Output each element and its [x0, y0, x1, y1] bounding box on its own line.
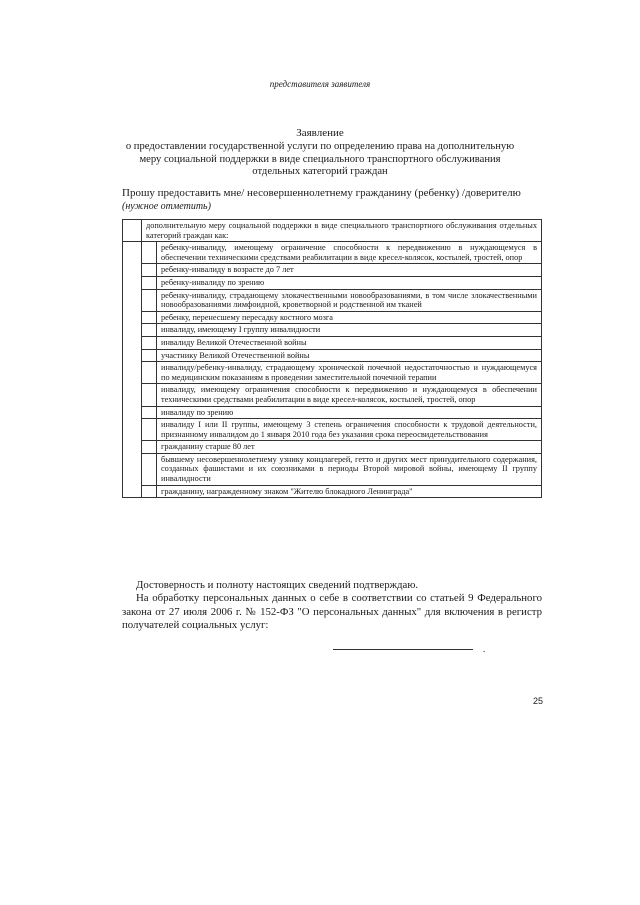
consent-text: На обработку персональных данных о себе в соответствии со статьей 9 Федерального закона от 27 июля 2006 г. № 152-ФЗ "О персональных данных" для включения в регистр получателей социальных услуг:: [122, 592, 542, 632]
option-checkbox[interactable]: [142, 441, 157, 454]
document-subtitle: о предоставлении государственной услуги по определению права на дополнительную меру социальной поддержки в виде специального транспортного обслуживания отдельных категорий граждан: [125, 141, 515, 178]
option-text: инвалиду Великой Отечественной войны: [157, 336, 542, 349]
option-text: инвалиду/ребенку-инвалиду, страдающему хронической почечной недостаточностью и нуждающемуся по медицинским показаниям в проведении заместительной почечной терапии: [157, 362, 542, 384]
option-checkbox[interactable]: [142, 264, 157, 277]
option-text: гражданину старше 80 лет: [157, 441, 542, 454]
option-checkbox[interactable]: [142, 289, 157, 311]
option-row: [123, 419, 542, 441]
option-row: [123, 384, 542, 406]
table-intro: дополнительную меру социальной поддержки в виде специального транспортного обслуживания отдельных категорий граждан как:: [142, 220, 542, 242]
footer-block: [122, 579, 542, 633]
option-checkbox[interactable]: [142, 419, 157, 441]
request-text: Прошу предоставить мне/ несовершеннолетнему гражданину (ребенку) /доверителю: [122, 187, 521, 199]
option-checkbox[interactable]: [142, 453, 157, 485]
option-checkbox[interactable]: [142, 276, 157, 289]
request-note: (нужное отметить): [122, 201, 211, 212]
option-row: [123, 406, 542, 419]
option-checkbox[interactable]: [142, 406, 157, 419]
option-text: ребенку, перенесшему пересадку костного мозга: [157, 311, 542, 324]
outer-margin-cell: [123, 242, 142, 498]
option-text: ребенку-инвалиду, имеющему ограничение способности к передвижению в нуждающемуся в обеспечении техническими средствами реабилитации в виде кресел-колясок, костылей, тростей, опор: [157, 242, 542, 264]
option-checkbox[interactable]: [142, 311, 157, 324]
option-text: участнику Великой Отечественной войны: [157, 349, 542, 362]
option-text: инвалиду I или II группы, имеющему 3 степень ограничения способности к трудовой деятельности, признанному инвалидом до 1 января 2010 года без указания срока переосвидетельствования: [157, 419, 542, 441]
option-text: ребенку-инвалиду, страдающему злокачественными новообразованиями, в том числе злокачественными новообразованиями лимфоидной, кроветворной и родственной им тканей: [157, 289, 542, 311]
intro-checkbox[interactable]: [123, 220, 142, 242]
option-checkbox[interactable]: [142, 485, 157, 498]
option-row: [123, 441, 542, 454]
request-block: [122, 187, 542, 213]
document-title: Заявление: [296, 127, 344, 139]
option-checkbox[interactable]: [142, 242, 157, 264]
option-row: [123, 264, 542, 277]
option-row: [123, 349, 542, 362]
option-text: инвалиду, имеющему I группу инвалидности: [157, 324, 542, 337]
option-checkbox[interactable]: [142, 362, 157, 384]
option-row: [123, 362, 542, 384]
option-text: гражданину, награжденному знаком "Жителю блокадного Ленинграда": [157, 485, 542, 498]
option-text: ребенку-инвалиду в возрасте до 7 лет: [157, 264, 542, 277]
option-row: [123, 453, 542, 485]
option-row: [123, 485, 542, 498]
option-row: [123, 324, 542, 337]
option-checkbox[interactable]: [142, 384, 157, 406]
option-text: бывшему несовершеннолетнему узнику концлагерей, гетто и других мест принудительного содержания, созданных фашистами и их союзниками в периоды Второй мировой войны, имеющему II группу инвалидности: [157, 453, 542, 485]
options-table: [122, 219, 542, 498]
signature-mark: .: [483, 644, 486, 654]
option-text: инвалиду, имеющему ограничения способности к передвижению и нуждающемуся в обеспечении техническими средствами реабилитации в виде кресел-колясок, костылей, тростей, опор: [157, 384, 542, 406]
option-checkbox[interactable]: [142, 336, 157, 349]
representative-caption: представителя заявителя: [269, 79, 371, 89]
option-row: [123, 289, 542, 311]
option-row: [123, 276, 542, 289]
confirmation-text: Достоверность и полноту настоящих сведений подтверждаю.: [136, 579, 419, 591]
table-intro-row: [123, 220, 542, 242]
option-text: инвалиду по зрению: [157, 406, 542, 419]
option-row: [123, 336, 542, 349]
option-row: [123, 311, 542, 324]
option-checkbox[interactable]: [142, 324, 157, 337]
option-text: ребенку-инвалиду по зрению: [157, 276, 542, 289]
page-number: 25: [533, 696, 544, 706]
option-checkbox[interactable]: [142, 349, 157, 362]
option-row: [123, 242, 542, 264]
signature-line[interactable]: [333, 649, 473, 650]
